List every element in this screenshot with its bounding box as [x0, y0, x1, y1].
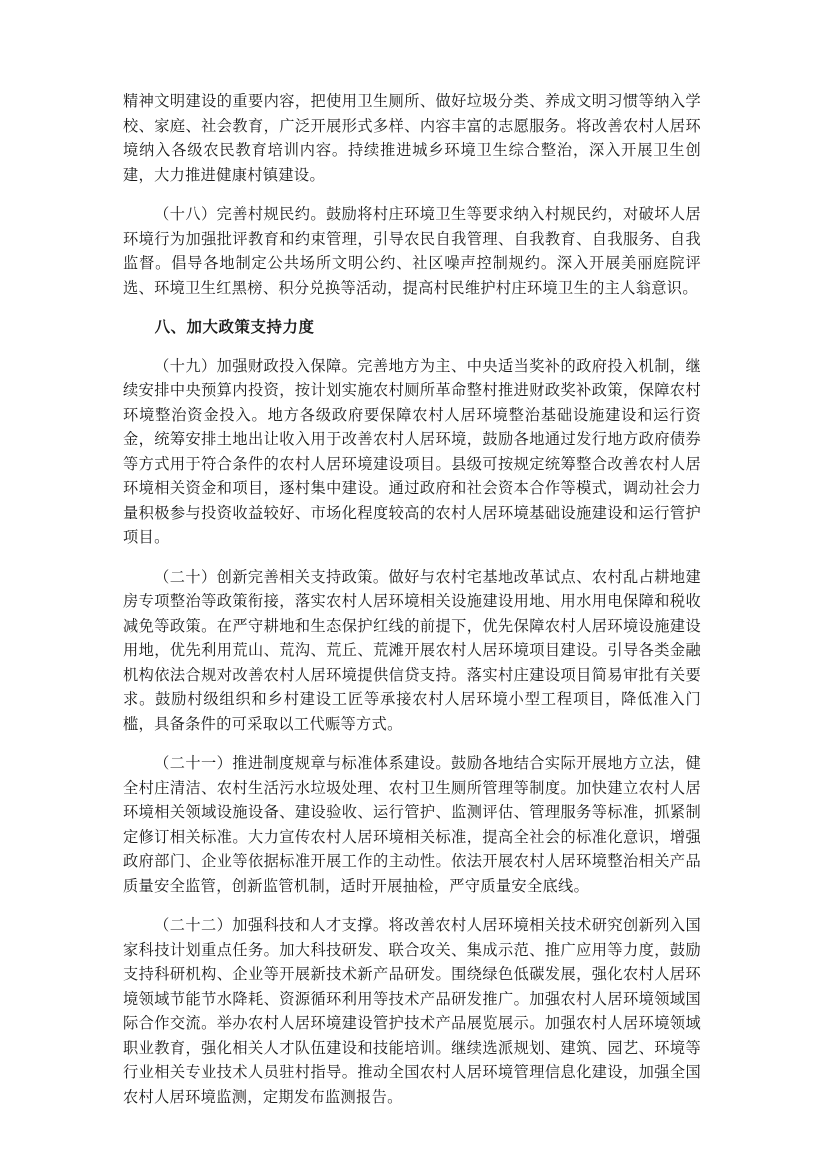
paragraph-continuation: 精神文明建设的重要内容，把使用卫生厕所、做好垃圾分类、养成文明习惯等纳入学校、家庭、社会教育，广泛开展形式多样、内容丰富的志愿服务。将改善农村人居环境纳入各级农民教育培训内容。持续推进城乡环境卫生综合整治，深入开展卫生创建，大力推进健康村镇建设。 — [123, 92, 701, 184]
paragraph-item-20: （二十）创新完善相关支持政策。做好与农村宅基地改革试点、农村乱占耕地建房专项整治等政策衔接，落实农村人居环境相关设施建设用地、用水用电保障和税收减免等政策。在严守耕地和生态保护红线的前提下，优先保障农村人居环境设施建设用地，优先利用荒山、荒沟、荒丘、荒滩开展农村人居环境项目建设。引导各类金融机构依法合规对改善农村人居环境提供信贷支持。落实村庄建设项目简易审批有关要求。鼓励村级组织和乡村建设工匠等承接农村人居环境小型工程项目，降低准入门槛，具备条件的可采取以工代赈等方式。 — [123, 567, 701, 733]
paragraph-item-18: （十八）完善村规民约。鼓励将村庄环境卫生等要求纳入村规民约，对破坏人居环境行为加强批评教育和约束管理，引导农民自我管理、自我教育、自我服务、自我监督。倡导各地制定公共场所文明公约、社区噪声控制规约。深入开展美丽庭院评选、环境卫生红黑榜、积分兑换等活动，提高村民维护村庄环境卫生的主人翁意识。 — [123, 205, 701, 297]
paragraph-item-21: （二十一）推进制度规章与标准体系建设。鼓励各地结合实际开展地方立法，健全村庄清洁、农村生活污水垃圾处理、农村卫生厕所管理等制度。加快建立农村人居环境相关领域设施设备、建设验收、运行管护、监测评估、管理服务等标准，抓紧制定修订相关标准。大力宣传农村人居环境相关标准，提高全社会的标准化意识，增强政府部门、企业等依据标准开展工作的主动性。依法开展农村人居环境整治相关产品质量安全监管，创新监管机制，适时开展抽检，严守质量安全底线。 — [123, 754, 701, 895]
paragraph-item-22: （二十二）加强科技和人才支撑。将改善农村人居环境相关技术研究创新列入国家科技计划重点任务。加大科技研发、联合攻关、集成示范、推广应用等力度，鼓励支持科研机构、企业等开展新技术新产品研发。围绕绿色低碳发展，强化农村人居环境领域节能节水降耗、资源循环利用等技术产品研发推广。加强农村人居环境领域国际合作交流。举办农村人居环境建设管护技术产品展览展示。加强农村人居环境领域职业教育，强化相关人才队伍建设和技能培训。继续选派规划、建筑、园艺、环境等行业相关专业技术人员驻村指导。推动全国农村人居环境管理信息化建设，加强全国农村人居环境监测，定期发布监测报告。 — [123, 916, 701, 1106]
paragraph-item-19: （十九）加强财政投入保障。完善地方为主、中央适当奖补的政府投入机制，继续安排中央预算内投资，按计划实施农村厕所革命整村推进财政奖补政策，保障农村环境整治资金投入。地方各级政府要保障农村人居环境整治基础设施建设和运行资金，统筹安排土地出让收入用于改善农村人居环境，鼓励各地通过发行地方政府债券等方式用于符合条件的农村人居环境建设项目。县级可按规定统筹整合改善农村人居环境相关资金和项目，逐村集中建设。通过政府和社会资本合作等模式，调动社会力量积极参与投资收益较好、市场化程度较高的农村人居环境基础设施建设和运行管护项目。 — [123, 356, 701, 546]
section-heading: 八、加大政策支持力度 — [154, 318, 315, 336]
document-body — [123, 89, 701, 1124]
